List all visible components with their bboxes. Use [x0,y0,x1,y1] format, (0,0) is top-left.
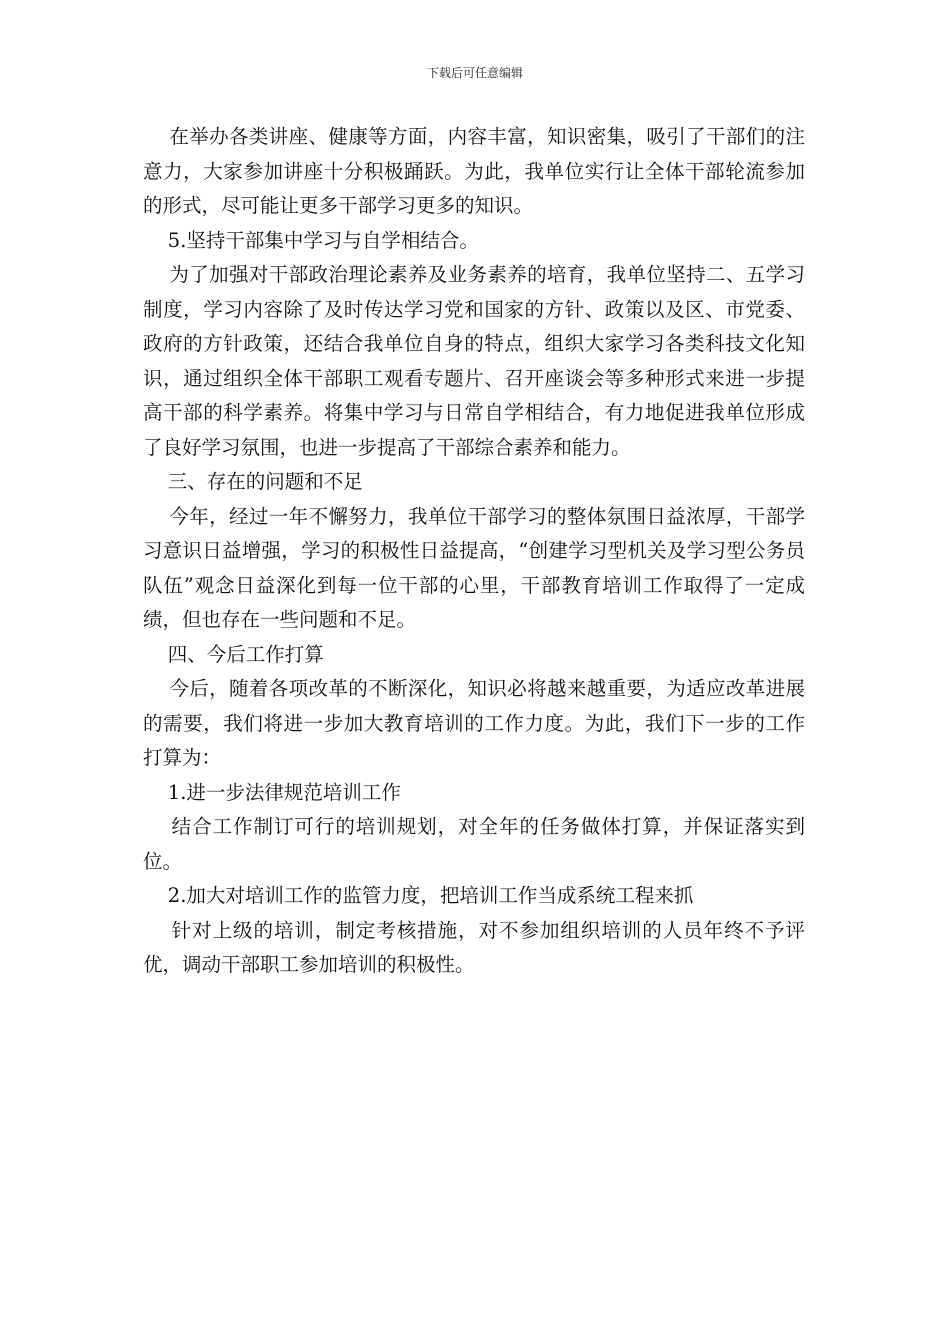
document-body [143,120,805,983]
paragraph-lectures: 在举办各类讲座、健康等方面，内容丰富，知识密集，吸引了干部们的注意力，大家参加讲座十分积极踊跃。为此，我单位实行让全体干部轮流参加的形式，尽可能让更多干部学习更多的知识。 [143,125,805,217]
section-3-heading: 三、存在的问题和不足 [143,470,363,493]
plan-item-2-heading: 2.加大对培训工作的监管力度，把培训工作当成系统工程来抓 [143,884,694,907]
plan-item-2-text: 针对上级的培训，制定考核措施，对不参加组织培训的人员年终不予评优，调动干部职工参加培训的积极性。 [143,918,805,976]
paragraph-study-system: 为了加强对干部政治理论素养及业务素养的培育，我单位坚持二、五学习制度，学习内容除了及时传达学习党和国家的方针、政策以及区、市党委、政府的方针政策，还结合我单位自身的特点，组织大家学习各类科技文化知识，通过组织全体干部职工观看专题片、召开座谈会等多种形式来进一步提高干部的科学素养。将集中学习与日常自学相结合，有力地促进我单位形成了良好学习氛围，也进一步提高了干部综合素养和能力。 [143,263,805,459]
section-4-heading: 四、今后工作打算 [143,642,324,666]
paragraph-future-plans: 今后，随着各项改革的不断深化，知识必将越来越重要，为适应改革进展的需要，我们将进一步加大教育培训的工作力度。为此，我们下一步的工作打算为： [143,677,805,769]
paragraph-problems: 今年，经过一年不懈努力，我单位干部学习的整体氛围日益浓厚，干部学习意识日益增强，学习的积极性日益提高，“创建学习型机关及学习型公务员队伍”观念日益深化到每一位干部的心里，干部教育培训工作取得了一定成绩，但也存在一些问题和不足。 [143,504,805,631]
item-5-heading: 5.坚持干部集中学习与自学相结合。 [143,228,479,252]
plan-item-1-text: 结合工作制订可行的培训规划，对全年的任务做体打算，并保证落实到位。 [143,815,805,873]
header-note: 下载后可任意编辑 [426,66,523,80]
plan-item-1-heading: 1.进一步法律规范培训工作 [143,780,401,804]
